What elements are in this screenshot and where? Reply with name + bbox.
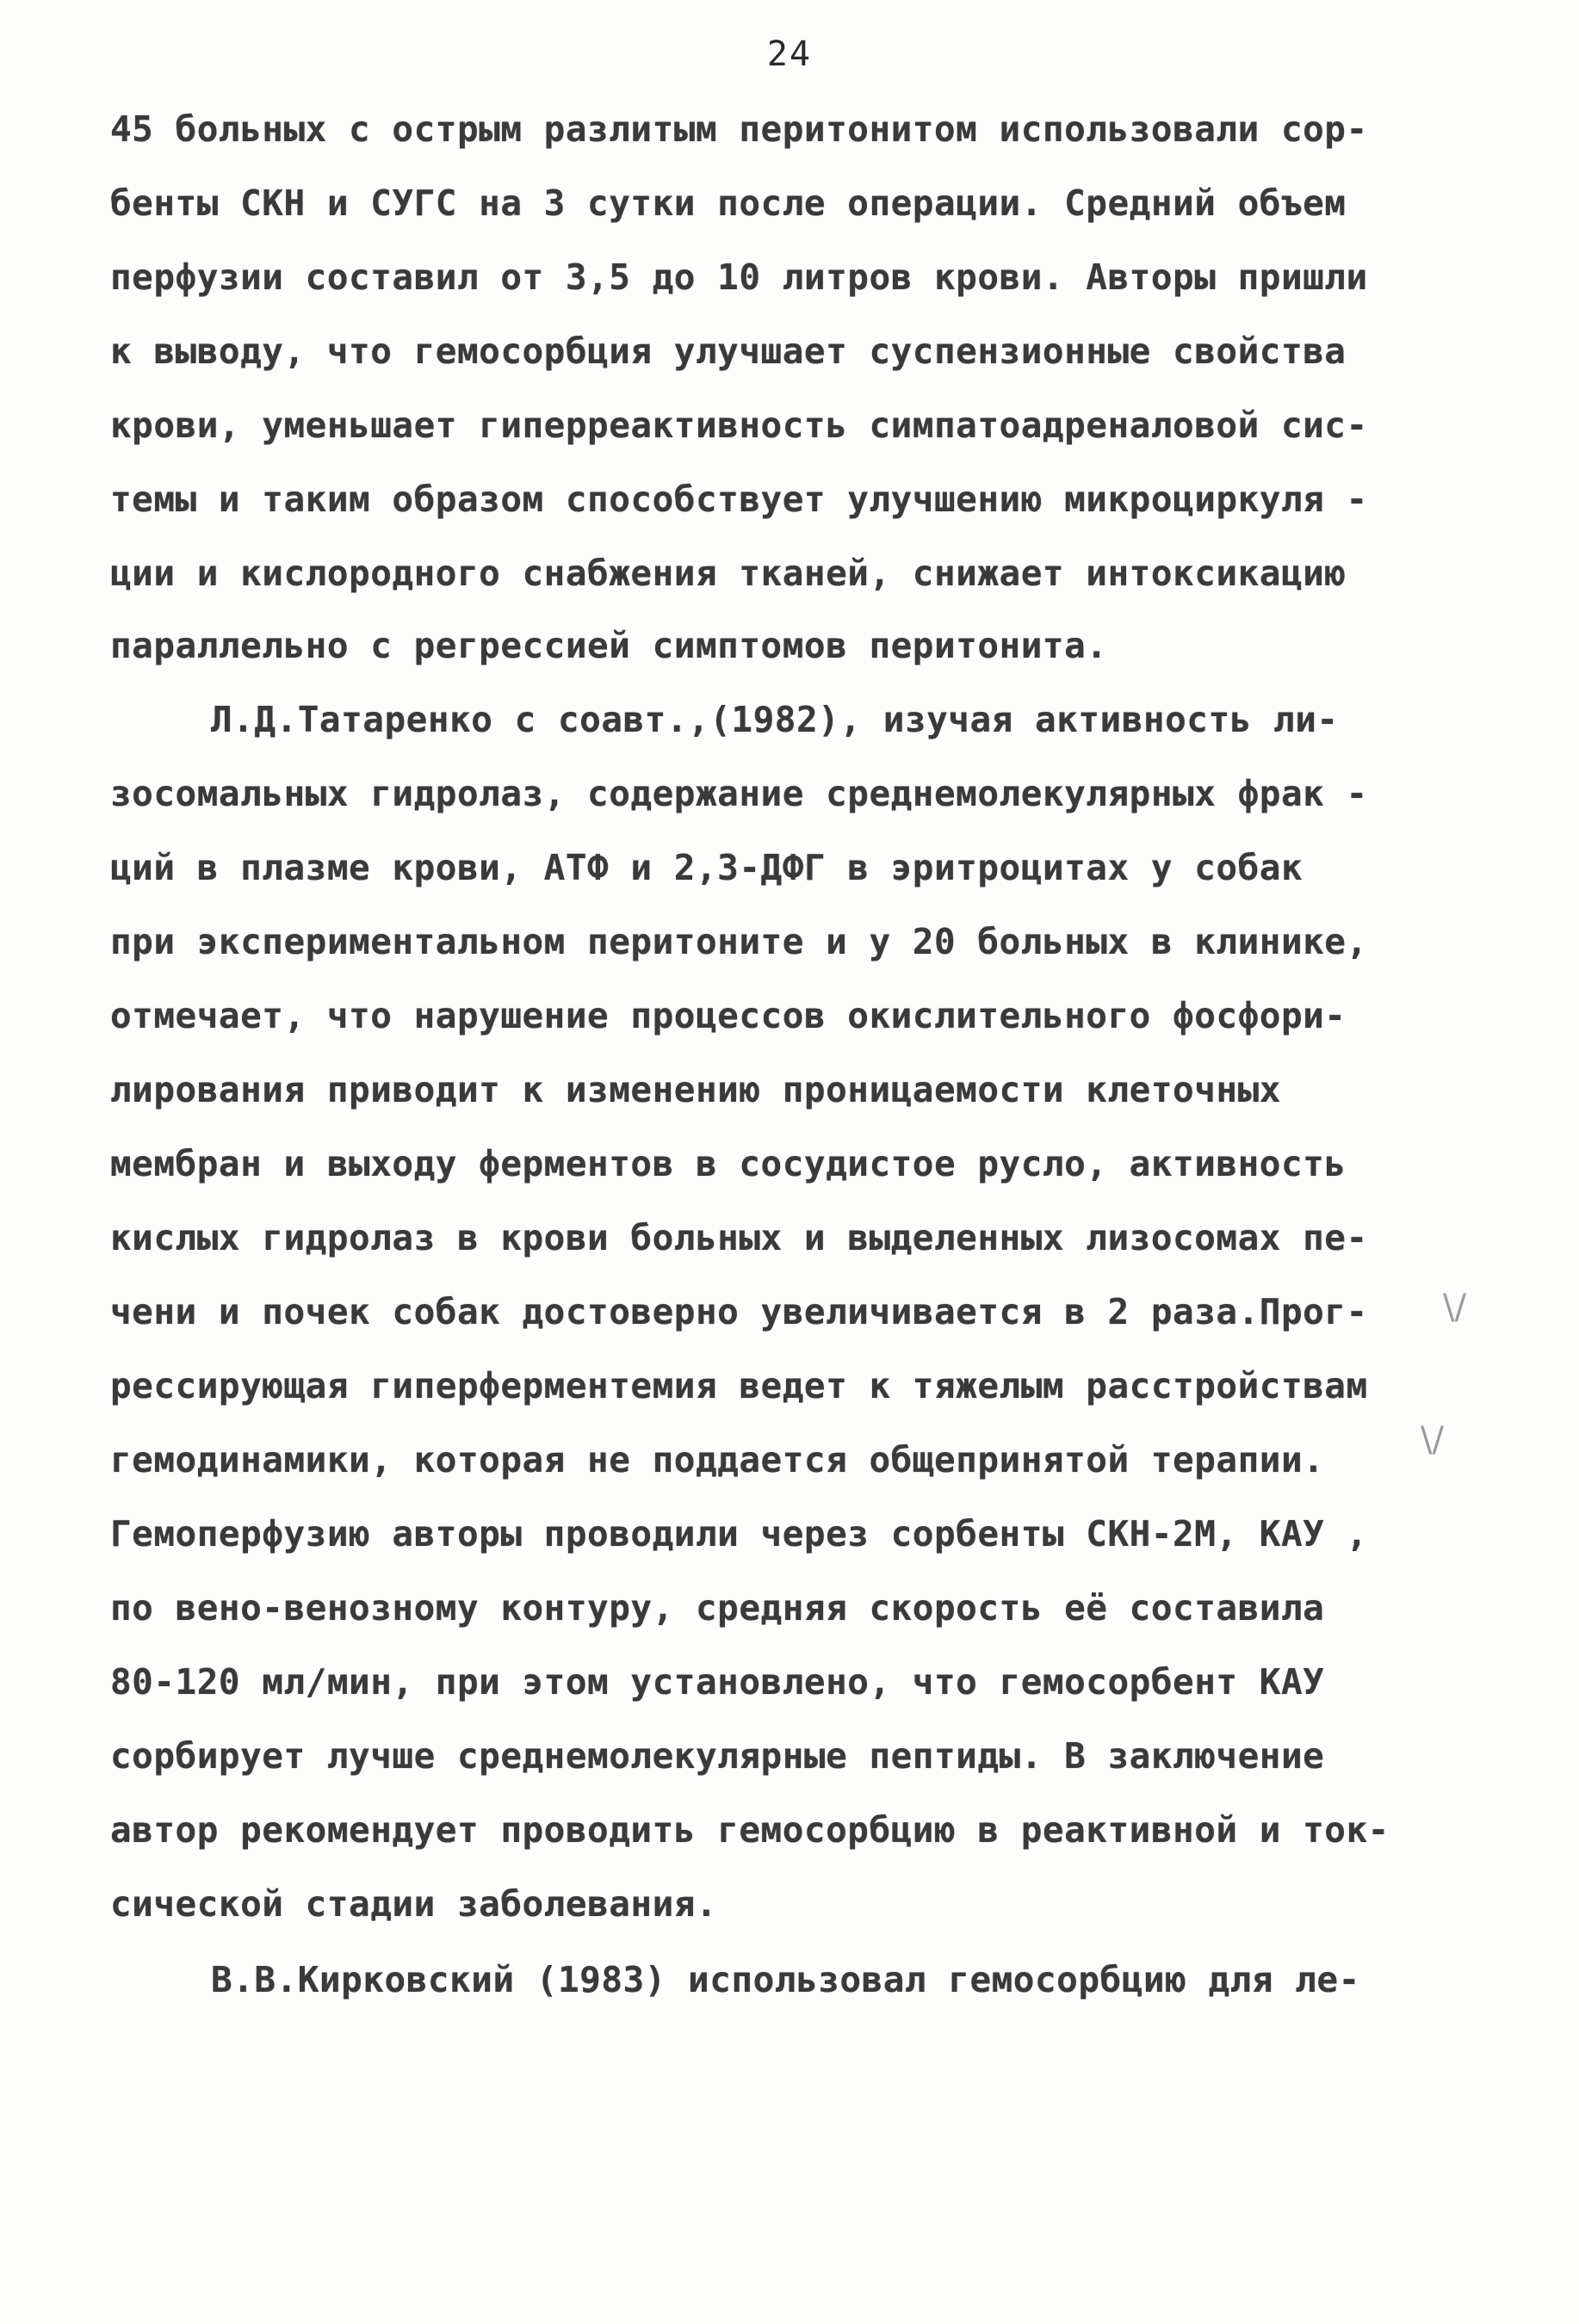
- text-line: 45 больных с острым разлитым перитонитом использовали сор-: [110, 108, 1368, 150]
- text-line: сорбирует лучше среднемолекулярные пептиды. В заключение: [110, 1735, 1325, 1777]
- text-line: параллельно с регрессией симптомов перитонита.: [110, 625, 1108, 666]
- paragraph-start-line: В.В.Кирковский (1983) использовал гемосорбцию для ле-: [211, 1959, 1360, 2000]
- text-line: ций в плазме крови, АТФ и 2,3-ДФГ в эритроцитах у собак: [110, 847, 1303, 888]
- margin-check-mark: \/: [1421, 1420, 1444, 1460]
- text-line: Гемоперфузию авторы проводили через сорбенты СКН-2М, КАУ ,: [110, 1513, 1368, 1554]
- text-line: сической стадии заболевания.: [110, 1883, 718, 1925]
- paragraph-start-line: Л.Д.Татаренко с соавт.,(1982), изучая активность ли-: [211, 699, 1339, 740]
- text-line: по вено-венозному контуру, средняя скорость её составила: [110, 1587, 1325, 1629]
- text-line: автор рекомендует проводить гемосорбцию в реактивной и ток-: [110, 1809, 1390, 1851]
- text-line: крови, уменьшает гиперреактивность симпатоадреналовой сис-: [110, 405, 1368, 446]
- text-line: при экспериментальном перитоните и у 20 больных в клинике,: [110, 921, 1368, 962]
- text-line: чени и почек собак достоверно увеличивается в 2 раза.Прог-: [110, 1291, 1368, 1332]
- text-line: перфузии составил от 3,5 до 10 литров крови. Авторы пришли: [110, 257, 1368, 298]
- text-line: лирования приводит к изменению проницаемости клеточных: [110, 1069, 1281, 1110]
- text-line: темы и таким образом способствует улучшению микроциркуля -: [110, 479, 1368, 520]
- text-line: кислых гидролаз в крови больных и выделенных лизосомах пе-: [110, 1217, 1368, 1258]
- text-line: к выводу, что гемосорбция улучшает суспензионные свойства: [110, 331, 1347, 372]
- text-line: зосомальных гидролаз, содержание среднемолекулярных фрак -: [110, 773, 1368, 814]
- text-line: отмечает, что нарушение процессов окислительного фосфори-: [110, 995, 1347, 1036]
- page-number: 24: [766, 34, 813, 74]
- text-line: рессирующая гиперферментемия ведет к тяжелым расстройствам: [110, 1365, 1368, 1406]
- text-line: бенты СКН и СУГС на 3 сутки после операции. Средний объем: [110, 182, 1347, 224]
- text-line: мембран и выходу ферментов в сосудистое русло, активность: [110, 1143, 1347, 1184]
- text-line: ции и кислородного снабжения тканей, снижает интоксикацию: [110, 553, 1347, 594]
- text-line: 80-120 мл/мин, при этом установлено, что гемосорбент КАУ: [110, 1661, 1325, 1703]
- margin-check-mark: \/: [1443, 1288, 1466, 1327]
- text-line: гемодинамики, которая не поддается общепринятой терапии.: [110, 1439, 1325, 1480]
